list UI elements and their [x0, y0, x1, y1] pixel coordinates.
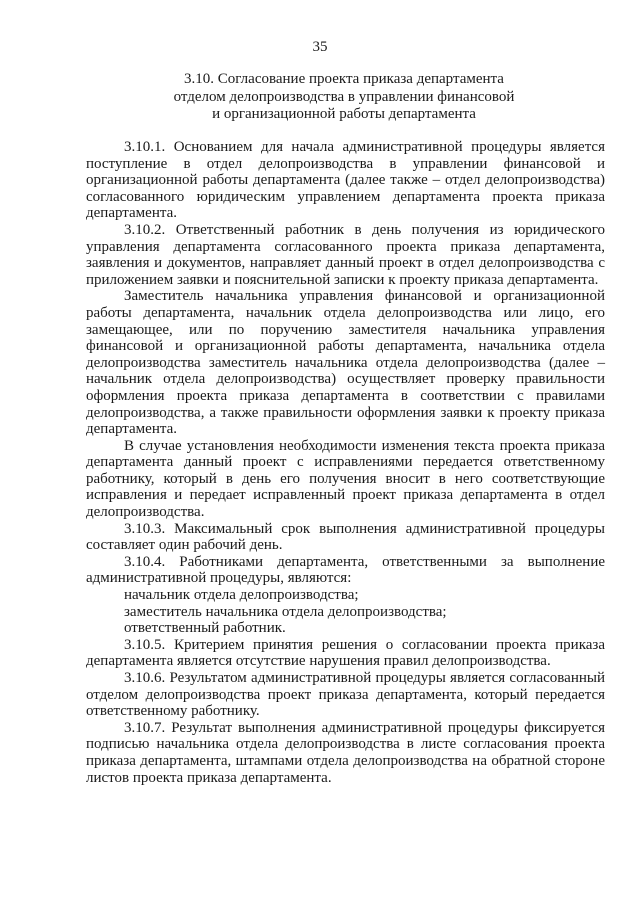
page-number: 35 — [312, 39, 328, 55]
section-heading-line-2: отделом делопроизводства в управлении финансовой — [173, 88, 515, 105]
section-heading-line-1: 3.10. Согласование проекта приказа департамента — [184, 71, 504, 87]
paragraph-3-10-4: 3.10.4. Работниками департамента, ответственными за выполнение административной процедуры, являются: — [86, 553, 605, 587]
list-item: начальник отдела делопроизводства; — [124, 587, 359, 604]
section-heading — [84, 71, 604, 124]
paragraph-3-10-2: 3.10.2. Ответственный работник в день получения из юридического управления департамента согласованного проекта приказа департамента, заявления и документов, направляет данный проект в отдел делопроизводства с приложением заявки и пояснительной записки к проекту приказа департамента. — [86, 221, 605, 288]
paragraph-3-10-3: 3.10.3. Максимальный срок выполнения административной процедуры составляет один рабочий день. — [86, 520, 605, 554]
paragraph-3-10-7: 3.10.7. Результат выполнения административной процедуры фиксируется подписью начальника отдела делопроизводства в листе согласования проекта приказа департамента, штампами отдела делопроизводства на обратной стороне листов проекта приказа департамента. — [86, 719, 605, 786]
list-item: ответственный работник. — [124, 620, 286, 637]
paragraph-3-10-6: 3.10.6. Результатом административной процедуры является согласованный отделом делопроизводства проект приказа департамента, который передается ответственному работнику. — [86, 670, 605, 720]
paragraph-3-10-5: 3.10.5. Критерием принятия решения о согласовании проекта приказа департамента является отсутствие нарушения правил делопроизводства. — [86, 636, 605, 670]
section-heading-line-3: и организационной работы департамента — [212, 106, 476, 122]
list-item: заместитель начальника отдела делопроизводства; — [124, 603, 447, 620]
paragraph-3-10-1: 3.10.1. Основанием для начала административной процедуры является поступление в отдел делопроизводства в управлении финансовой и организационной работы департамента (далее также – отдел делопроизводства) согласованного юридическим управлением департамента проекта приказа департамента. — [86, 139, 605, 222]
document-body — [86, 139, 605, 786]
paragraph-deputy-check: Заместитель начальника управления финансовой и организационной работы департамента, начальник отдела делопроизводства или лицо, его замещающее, или по поручению заместителя начальника управления финансовой и организационной работы департамента, начальника отдела делопроизводства заместитель начальника отдела делопроизводства (далее – начальник отдела делопроизводства) осуществляет проверку правильности оформления проекта приказа департамента в соответствии с правилами делопроизводства, а также правильности оформления заявки к проекту приказа департамента. — [86, 288, 605, 438]
paragraph-corrections: В случае установления необходимости изменения текста проекта приказа департамента данный проект с исправлениями передается ответственному работнику, который в день его получения вносит в него соответствующие исправления и передает исправленный проект приказа департамента в отдел делопроизводства. — [86, 437, 605, 521]
